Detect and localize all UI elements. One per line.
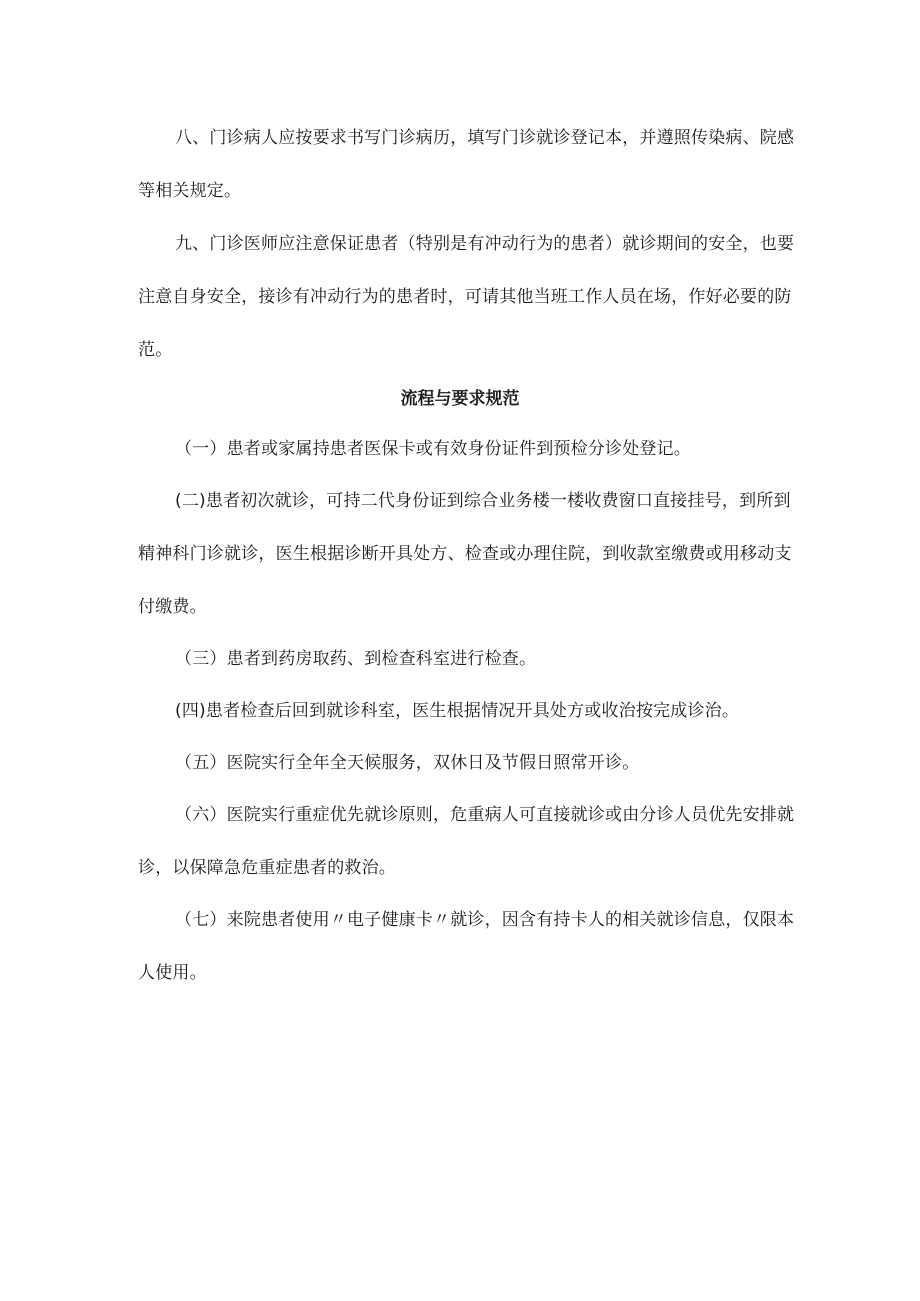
- paragraph-rule-8: 八、门诊病人应按要求书写门诊病历，填写门诊就诊登记本，并遵照传染病、院感等相关规定。: [138, 128, 795, 201]
- procedure-item-3: （三）患者到药房取药、到检查科室进行检查。: [175, 649, 537, 669]
- procedure-item-2: (二)患者初次就诊，可持二代身份证到综合业务楼一楼收费窗口直接挂号，到所到精神科门诊就诊，医生根据诊断开具处方、检查或办理住院，到收款室缴费或用移动支付缴费。: [138, 491, 792, 617]
- procedure-item-1: （一）患者或家属持患者医保卡或有效身份证件到预检分诊处登记。: [175, 439, 691, 459]
- section-heading: 流程与要求规范: [400, 389, 520, 409]
- paragraph-rule-9: 九、门诊医师应注意保证患者（特别是有冲动行为的患者）就诊期间的安全，也要注意自身安全，接诊有冲动行为的患者时，可请其他当班工作人员在场，作好必要的防范。: [138, 234, 795, 360]
- procedure-item-6: （六）医院实行重症优先就诊原则，危重病人可直接就诊或由分诊人员优先安排就诊，以保障急危重症患者的救治。: [138, 805, 795, 878]
- procedure-item-5: （五）医院实行全年全天候服务，双休日及节假日照常开诊。: [175, 753, 640, 773]
- procedure-item-4: (四)患者检查后回到就诊科室，医生根据情况开具处方或收治按完成诊治。: [175, 701, 740, 721]
- procedure-item-7: （七）来院患者使用〃电子健康卡〃就诊，因含有持卡人的相关就诊信息，仅限本人使用。: [138, 910, 795, 983]
